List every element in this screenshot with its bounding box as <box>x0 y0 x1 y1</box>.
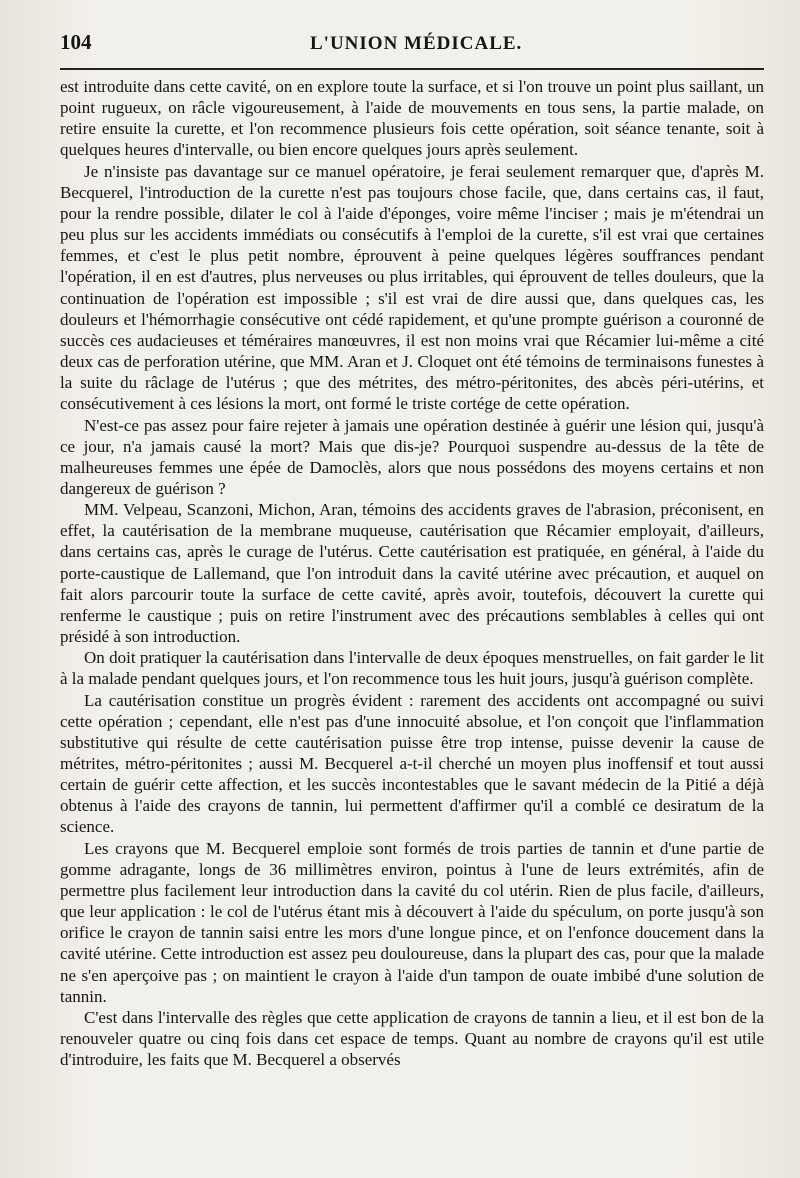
page-header <box>60 30 764 60</box>
paragraph: C'est dans l'intervalle des règles que cette application de crayons de tannin a lieu, et il est bon de la renouveler quatre ou cinq fois dans cet espace de temps. Quant au nombre de crayons qu'il est utile d'introduire, les faits que M. Becquerel a observés <box>60 1007 764 1070</box>
paragraph: N'est-ce pas assez pour faire rejeter à jamais une opération destinée à guérir une lésion qui, jusqu'à ce jour, n'a jamais causé la mort? Mais que dis-je? Pourquoi suspendre au-dessus de la tête de malheureuses femmes une épée de Damoclès, alors que nous possédons des moyens certains et non dangereux de guérison ? <box>60 415 764 498</box>
paragraph: Les crayons que M. Becquerel emploie sont formés de trois parties de tannin et d'une partie de gomme adragante, longs de 36 millimètres environ, pointus à l'une de leurs extrémités, afin de permettre plus facilement leur introduction dans la cavité du col utérin. Rien de plus facile, d'ailleurs, que leur application : le col de l'utérus étant mis à découvert à l'aide du spéculum, on porte jusqu'à son orifice le crayon de tannin saisi entre les mors d'une longue pince, et on l'enfonce doucement dans la cavité utérine. Cette introduction est assez peu douloureuse, dans la plupart des cas, pour que la malade ne s'en aperçoive pas ; on maintient le crayon à l'aide d'un tampon de ouate imbibé d'une solution de tannin. <box>60 838 764 1006</box>
paragraph: est introduite dans cette cavité, on en explore toute la surface, et si l'on trouve un point plus saillant, un point rugueux, on râcle vigoureusement, à l'aide de mouvements en tous sens, la partie malade, on retire ensuite la curette, et l'on recommence plusieurs fois cette opération, soit séance tenante, soit à quelques heures d'intervalle, ou bien encore quelques jours après seulement. <box>60 77 764 160</box>
header-rule <box>60 68 764 70</box>
page-number: 104 <box>60 30 92 54</box>
paragraph: On doit pratiquer la cautérisation dans l'intervalle de deux époques menstruelles, on fait garder le lit à la malade pendant quelques jours, et l'on recommence tous les huit jours, jusqu'à guérison complète. <box>60 648 764 689</box>
paragraph: La cautérisation constitue un progrès évident : rarement des accidents ont accompagné ou suivi cette opération ; cependant, elle n'est pas d'une innocuité absolue, et l'on conçoit que l'inflammation substitutive qui résulte de cette cautérisation puisse être trop intense, puisse devenir la cause de métrites, métro-péritonites ; aussi M. Becquerel a-t-il cherché un moyen plus inoffensif et tout aussi certain de guérir cette affection, et les succès incontestables que le savant médecin de la Pitié a déjà obtenus à l'aide des crayons de tannin, lui permettent d'affirmer qu'il a comblé ce desiratum de la science. <box>60 690 764 837</box>
body-text <box>60 76 764 1070</box>
paragraph: Je n'insiste pas davantage sur ce manuel opératoire, je ferai seulement remarquer que, d'après M. Becquerel, l'introduction de la curette n'est pas toujours chose facile, que, dans certains cas, il faut, pour la rendre possible, dilater le col à l'aide d'éponges, voire même l'inciser ; mais je m'étendrai un peu plus sur les accidents immédiats ou consécutifs à l'emploi de la curette, s'il est vrai que certaines femmes, et c'est le plus petit nombre, éprouvent à peine quelques légères souffrances pendant l'opération, il en est d'autres, plus nerveuses ou plus irritables, qui éprouvent de telles douleurs, que la continuation de l'opération est impossible ; s'il est vrai de dire aussi que, dans quelques cas, les douleurs et l'hémorrhagie consécutive ont cédé rapidement, et qu'une prompte guérison a couronné de succès ces audacieuses et téméraires manœuvres, il est non moins vrai que Récamier lui-même a cité deux cas de perforation utérine, que MM. Aran et J. Cloquet ont été témoins de terminaisons funestes à la suite du râclage de l'utérus ; que des métrites, des métro-péritonites, des abcès péri-utérins, et consécutivement à ces lésions la mort, ont formé le triste cortége de cette opération. <box>60 161 764 414</box>
running-title: L'UNION MÉDICALE. <box>310 33 523 54</box>
paragraph: MM. Velpeau, Scanzoni, Michon, Aran, témoins des accidents graves de l'abrasion, préconisent, en effet, la cautérisation de la membrane muqueuse, cautérisation que Récamier employait, d'ailleurs, dans certains cas, après le curage de l'utérus. Cette cautérisation est pratiquée, en général, à l'aide du porte-caustique de Lallemand, que l'on introduit dans la cavité utérine avec précaution, et auquel on fait alors parcourir toute la surface de cette cavité, après avoir, toutefois, découvert la curette qui renferme le caustique ; puis on retire l'instrument avec des précautions semblables à celles qui ont présidé à son introduction. <box>60 500 764 647</box>
